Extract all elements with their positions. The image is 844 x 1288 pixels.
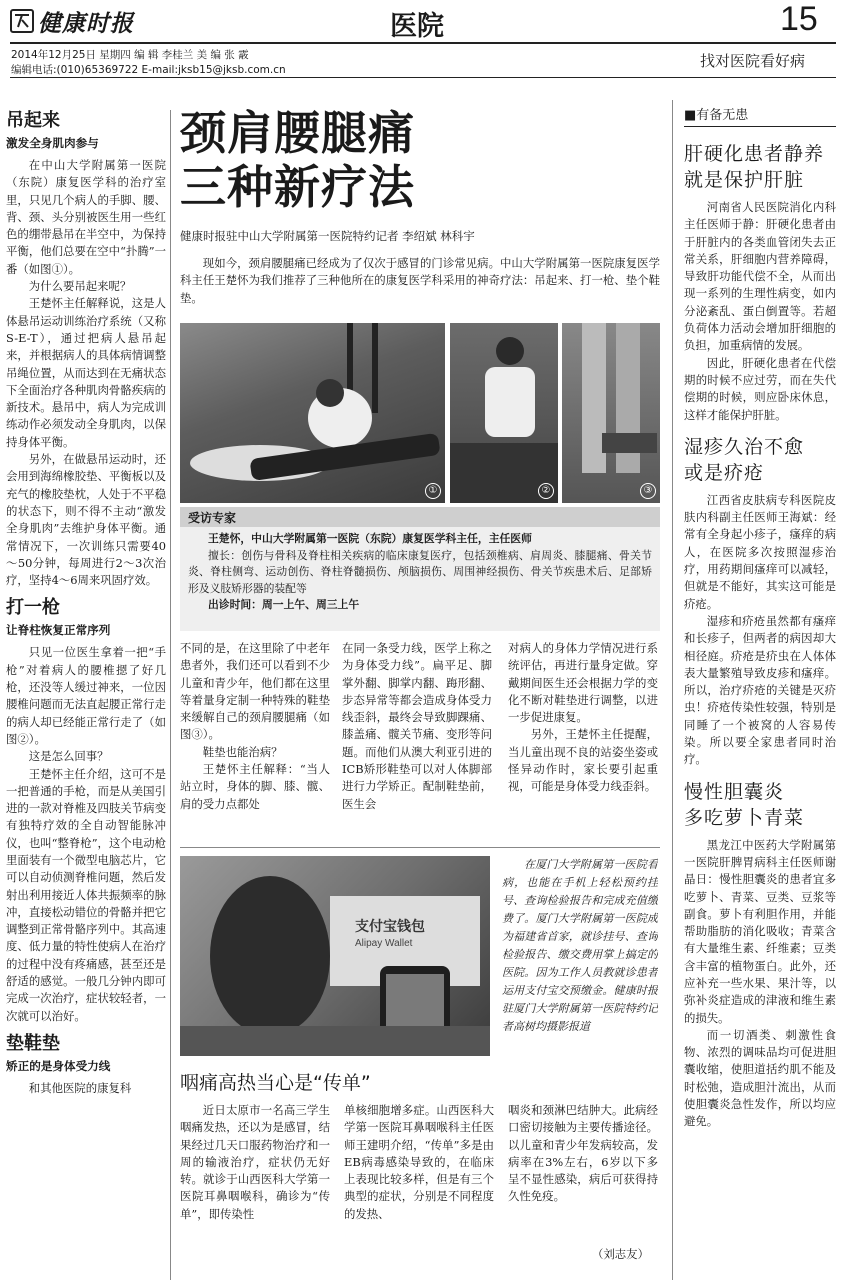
- heading-eczema: 湿疹久治不愈: [684, 435, 805, 458]
- subheading-diao: 激发全身肌肉参与: [6, 136, 99, 150]
- paragraph: 对病人的身体力学情况进行系统评估，再进行量身定做。穿戴期间医生还会根据力学的变化不断对鞋垫进行调整，以进一步促进康复。: [508, 641, 658, 725]
- logo-icon: [10, 9, 34, 33]
- paragraph: 在同一条受力线，医学上称之为身体受力线”。扁平足、脚掌外翻、脚掌内翻、踇形翻、步态异常等都会造成身体受力线歪斜，最终会导致脚踝痛、膝盖痛、髋关节痛、变形等问题。而他们从澳大利亚引进的ICB矫形鞋垫可以对人体脚部进行力学矫正。配制鞋垫前，医生会: [342, 641, 492, 811]
- throat-title: 咽痛高热当心是“传单”: [180, 1072, 371, 1094]
- heading-xiedian: 垫鞋垫: [6, 1032, 60, 1054]
- slogan: 找对医院看好病: [700, 52, 806, 70]
- expert-box-header: 受访专家: [180, 507, 660, 527]
- paragraph: 河南省人民医院消化内科主任医师于静：肝硬化患者由于肝脏内的各类血管闭失去正常关系，肝细胞内营养障碍，导致肝功能代偿不全，从而出现一系列的生理性病变，如内分泌紊乱、蛋白倒置等。若超负荷体力活动会增加肝细胞的负担，加重病情的发展。: [684, 200, 836, 353]
- page-number: 15: [780, 0, 818, 38]
- paragraph: 王楚怀主任介绍，这可不是一把普通的手枪，而是从美国引进的一款对脊椎及四肢关节病变有独特疗效的全自动智能脉冲仪，也叫“整脊枪”，这个电动枪里面装有一个微型电脑芯片，它可以自动侦测脊椎问题，然后发射出利用接近人体共振频率的脉冲，直接松动错位的骨骼并把它调整到正常骨骼序列中。其高速度、低力量的特性使病人在治疗的过程中没有疼痛感，甚至还是舒适的感觉。一般几分钟内即可完成一次治疗，症状较轻者，一次就可以治好。: [6, 766, 166, 1023]
- paragraph: 江西省皮肤病专科医院皮肤内科副主任医师王海斌：经常有全身起小疹子，瘙痒的病人，在医院多次按照湿疹治疗，用药期间瘙痒可以减轻，但就是不能好，其实这可能是疥疮。: [684, 492, 836, 611]
- photo-number: ①: [425, 483, 441, 499]
- photo-suspension-therapy: [180, 323, 445, 503]
- expert-box: [180, 507, 660, 631]
- paragraph: 另外，在做悬吊运动时，还会用到海绵橡胶垫、平衡板以及充气的橡胶垫枕，人处于不平稳的状态下，则不得不主动“激发全身肌肉”去维护身体平衡。通常情况下，一次训练只需要40～50分钟，每周进行2～3次治疗，坚持4～6周来巩固疗效。: [6, 452, 166, 588]
- main-title: [180, 106, 480, 214]
- heading-gallbladder-2: 多吃萝卜青菜: [684, 806, 805, 829]
- date-line: 2014年12月25日 星期四 编 辑 李桂兰 美 编 张 霰: [11, 49, 249, 61]
- expert-hours: 出诊时间：周一上午、周三上午: [208, 598, 360, 611]
- paragraph: 不同的是，在这里除了中老年患者外，我们还可以看到不少儿童和青少年，他们都在这里等着量身定制一种特殊的鞋垫来缓解自己的颈肩腰腿痛（如图③）。: [180, 641, 330, 742]
- alipay-sign-en: Alipay Wallet: [355, 938, 413, 949]
- body-col-b: [342, 640, 492, 840]
- paragraph: 而一切酒类、刺激性食物、浓烈的调味品均可促进胆囊收缩，使胆道括约肌不能及时松弛，造成胆汁流出，从而使胆囊炎急性发作，所以均应避免。: [684, 1027, 836, 1129]
- heading-liver: 肝硬化患者静养: [684, 143, 825, 165]
- heading-gallbladder: 慢性胆囊炎: [684, 780, 785, 803]
- heading-liver-2: 就是保护肝脏: [684, 169, 805, 191]
- section-name: 医院: [390, 11, 444, 42]
- subheading-qiang: 让脊柱恢复正常序列: [6, 623, 111, 638]
- heading-diao: 吊起来: [6, 110, 60, 131]
- right-banner: ■有备无患: [684, 104, 836, 127]
- masthead: [0, 0, 844, 80]
- paragraph: 近日太原市一名高三学生咽痛发热，还以为是感冒，结果经过几天口服药物治疗和一周的输液治疗，症状仍无好转。就诊于山西医科大学第一医院耳鼻咽喉科，确诊为“传单”，即传染性: [180, 1103, 330, 1221]
- body-col-a: [180, 640, 330, 840]
- expert-specialty: 擅长：创伤与骨科及脊柱相关疾病的临床康复医疗，包括颈椎病、肩周炎、膝腿痛、骨关节炎、脊柱侧弯、运动创伤、脊柱脊髓损伤、颅脑损伤、周围神经损伤、骨关节疾患术后、足部矫形及义肢矫形器的装配等: [188, 548, 652, 595]
- paragraph: 为什么要吊起来呢？: [28, 279, 132, 294]
- left-column: [6, 110, 166, 1280]
- paragraph: 湿疹和疥疮虽然都有瘙痒和长疹子，但两者的病因却大相径庭。疥疮是疥虫在人体体表大量繁殖导致皮疹和瘙痒。所以，治疗疥疮的关键是灭疥虫！疥疮传染性较强，特别是同睡了一个被窝的人容易传染。所以要全家患者同时治疗。: [684, 613, 836, 767]
- author: （刘志友）: [592, 1247, 649, 1261]
- photo-insoles: [562, 323, 660, 503]
- paragraph: 黑龙江中医药大学附属第一医院肝脾胃病科主任医师谢晶日：慢性胆囊炎的患者宜多吃萝卜、青菜、豆类、豆浆等副食。萝卜有利胆作用，并能帮助脂肪的消化吸收；青菜含有大量维生素、纤维素；豆类含丰富的植物蛋白。此外，还应补充一些水果、果汁等，以弥补炎症造成的津液和维生素的损失。: [684, 837, 836, 1025]
- body-col-c: [508, 640, 658, 840]
- paragraph: 这是怎么回事？: [28, 749, 109, 764]
- paragraph: 和其他医院的康复科: [28, 1080, 132, 1095]
- newspaper-logo: 健康时报: [10, 6, 134, 36]
- title-line-2: 三种新疗法: [180, 160, 415, 214]
- photo-number: ③: [640, 483, 656, 499]
- paragraph: 另外，王楚怀主任提醒，当儿童出现不良的站姿坐姿或怪异动作时，家长要引起重视，可能是身体受力线歪斜。: [508, 727, 658, 794]
- paragraph: 在中山大学附属第一医院（东院）康复医学科的治疗室里，只见几个病人的手脚、腰、背、颈、头分别被医生用一些红色的绷带悬吊在半空中，为保持平衡，他们总要在空中“扑腾”一番（如图①）。: [6, 158, 166, 276]
- paragraph: 王楚怀主任解释：“当人站立时，身体的脚、膝、髋、肩的受力点都处: [180, 762, 330, 811]
- photo-alipay-hospital: [180, 856, 490, 1056]
- paragraph: 王楚怀主任解释说，这是人体悬吊运动训练治疗系统（又称S-E-T），通过把病人悬吊起来，并根据病人的具体病情调整吊绳位置，从而达到在无痛状态下全面治疗各种肌肉骨骼疾病的新技术。悬吊中，病人为完成训练动作必须发动全身肌肉，以保持身体平衡。: [6, 296, 166, 449]
- title-line-1: 颈肩腰腿痛: [180, 106, 415, 160]
- alipay-sign: 支付宝钱包: [355, 919, 425, 935]
- heading-eczema-2: 或是疥疮: [684, 461, 765, 484]
- subheading-xiedian: 矫正的是身体受力线: [6, 1058, 111, 1073]
- photo-number: ②: [538, 483, 554, 499]
- paragraph: 因此，肝硬化患者在代偿期的时候不应过劳，而在失代偿期的时候，则应卧床休息，这样才能保护肝脏。: [684, 355, 836, 422]
- contact-line: 编辑电话:(010)65369722 E-mail:jksb15@jksb.com.cn: [11, 64, 286, 76]
- paragraph: 只见一位医生拿着一把“手枪”对着病人的腰椎摁了好几枪，还没等人缓过神来，一位因腰椎问题而无法直起腰正常行走的病人却已经能正常行走了（如图②）。: [6, 645, 166, 746]
- photo-spine-gun: [450, 323, 558, 503]
- lead-paragraph: 现如今，颈肩腰腿痛已经成为了仅次于感冒的门诊常见病。中山大学附属第一医院康复医学科主任王楚怀为我们推荐了三种他所在的康复医学科采用的神奇疗法：吊起来、打一枪、垫个鞋垫。: [180, 256, 660, 305]
- paragraph: 单核细胞增多症。山西医科大学第一医院耳鼻咽喉科主任医师王建明介绍，“传单”多是由EB病毒感染导致的，在临床上表现比较多样，但是有三个典型的症状，分别是不同程度的发热、: [344, 1103, 494, 1221]
- right-column: [684, 104, 836, 1280]
- paragraph: 咽炎和颈淋巴结肿大。此病经口密切接触为主要传播途径。以儿童和青少年发病较高，发病率在3%左右，6岁以下多呈不显性感染，病后可获得持久性免疫。: [508, 1103, 658, 1204]
- photo-caption: 在厦门大学附属第一医院看病，也能在手机上轻松预约挂号、查询检验报告和完成充值缴费了。厦门大学附属第一医院成为福建省首家，就诊挂号、查询检验报告、缴交费用掌上搞定的医院。因为工作人员教就诊患者运用支付宝交预缴金。健康时报驻厦门大学附属第一医院特约记者高树均摄影报道: [502, 858, 658, 1033]
- expert-name: 王楚怀，中山大学附属第一医院（东院）康复医学科主任，主任医师: [208, 532, 532, 545]
- byline: 健康时报驻中山大学附属第一医院特约记者 李绍斌 林科宇: [180, 229, 475, 243]
- paragraph: 鞋垫也能治病？: [202, 744, 283, 759]
- heading-qiang: 打一枪: [6, 597, 60, 619]
